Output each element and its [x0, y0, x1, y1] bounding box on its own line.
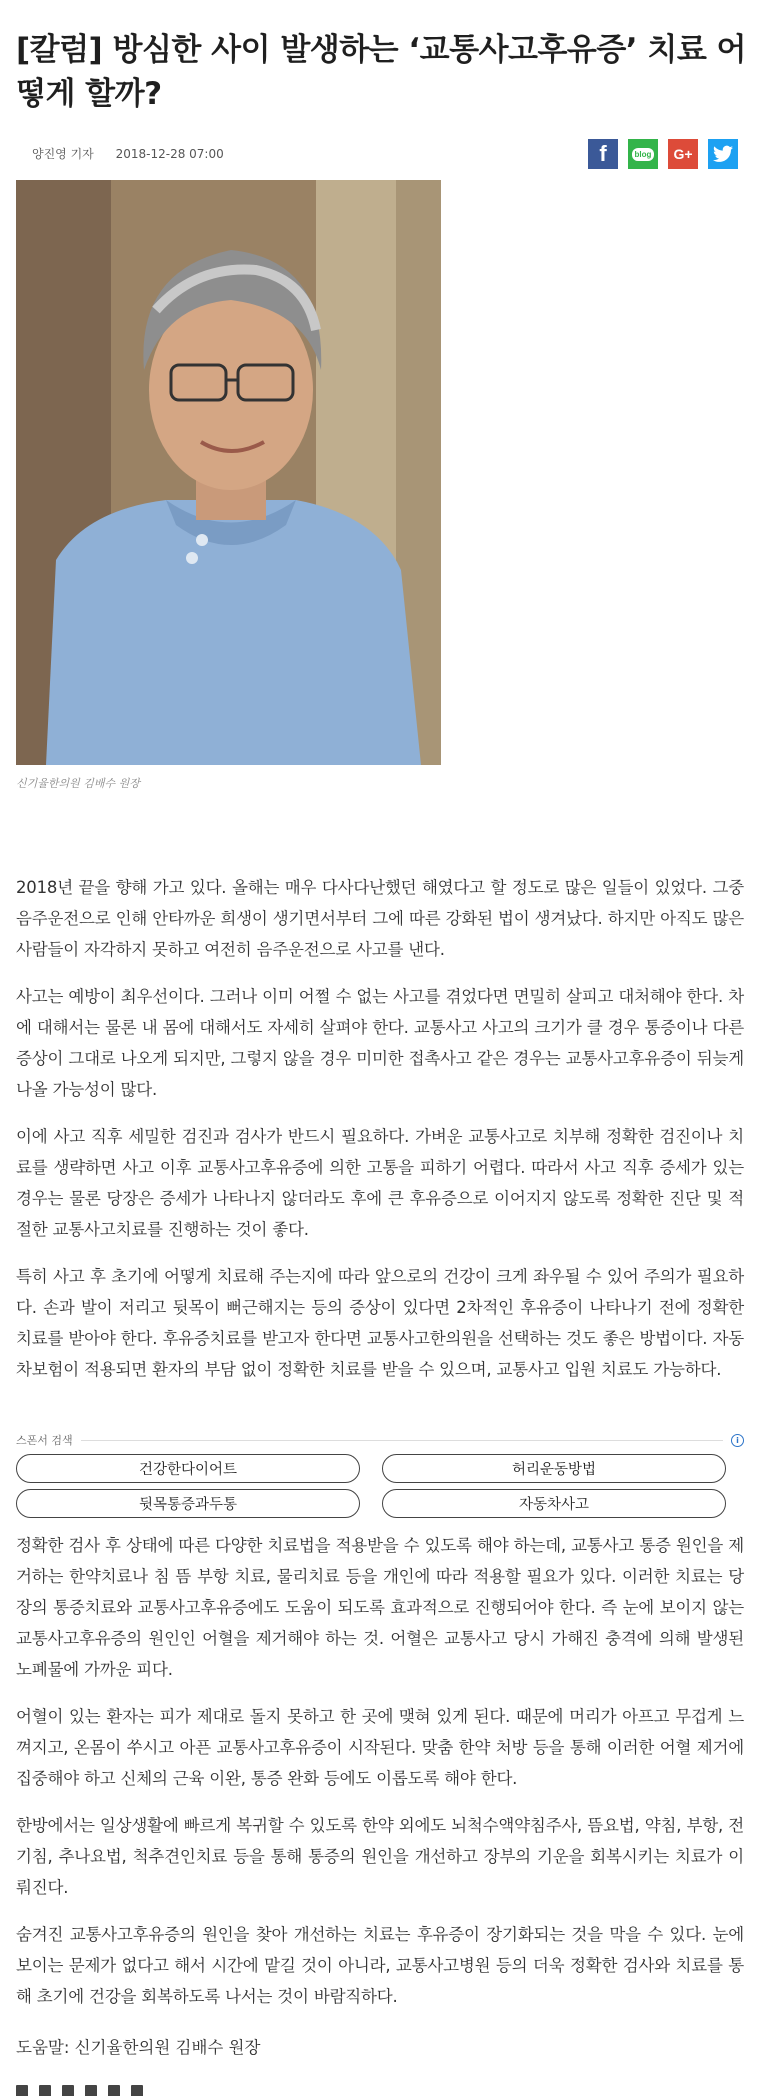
- text-glyph-fragment: [85, 2085, 97, 2096]
- text-glyph-fragment: [62, 2085, 74, 2096]
- paragraph: 2018년 끝을 향해 가고 있다. 올해는 매우 다사다난했던 해였다고 할 정도로 많은 일들이 있었다. 그중 음주운전으로 인해 안타까운 희생이 생기면서부터 그에 따른 강화된 법이 생겨났다. 하지만 아직도 많은 사람들이 자각하지 못하고 여전히 음주운전으로 사고를 낸다.: [16, 878, 744, 959]
- info-icon[interactable]: i: [731, 1434, 744, 1447]
- article-title: [칼럼] 방심한 사이 발생하는 ‘교통사고후유증’ 치료 어떻게 할까?: [16, 32, 747, 112]
- twitter-bird-icon: [713, 145, 733, 163]
- blog-share-button[interactable]: [628, 139, 658, 169]
- text-glyph-fragment: [108, 2085, 120, 2096]
- twitter-share-button[interactable]: [708, 139, 738, 169]
- googleplus-share-button[interactable]: [668, 139, 698, 169]
- text-glyph-fragment: [16, 2085, 28, 2096]
- article-meta: [32, 145, 224, 162]
- cut-off-line: [16, 2082, 176, 2096]
- share-buttons: [588, 139, 738, 169]
- paragraph: 이에 사고 직후 세밀한 검진과 검사가 반드시 필요하다. 가벼운 교통사고로 치부해 정확한 검진이나 치료를 생략하면 사고 이후 교통사고후유증에 의한 고통을 피하기 어렵다. 따라서 사고 직후 증세가 있는 경우는 물론 당장은 증세가 나타나지 않더라도 후에 큰 후유증으로 이어지지 않도록 정확한 진단 및 적절한 교통사고치료를 진행하는 것이 좋다.: [16, 1127, 744, 1239]
- blog-icon: blog: [632, 148, 655, 161]
- author-name: 양진영 기자: [32, 147, 94, 161]
- sponsor-keyword-button[interactable]: 뒷목통증과두통: [16, 1489, 360, 1518]
- facebook-share-button[interactable]: [588, 139, 618, 169]
- paragraph: 정확한 검사 후 상태에 따른 다양한 치료법을 적용받을 수 있도록 해야 하는데, 교통사고 통증 원인을 제거하는 한약치료나 침 뜸 부항 치료, 물리치료 등을 개인에 따라 적용할 필요가 있다. 이러한 치료는 당장의 통증치료와 교통사고후유증에도 도움이 되도록 효과적으로 진행되어야 한다. 즉 눈에 보이지 않는 교통사고후유증의 원인인 어혈을 제거해야 하는 것. 어혈은 교통사고 당시 가해진 충격에 의해 발생된 노폐물에 가까운 피다.: [16, 1536, 744, 1679]
- paragraph: 어혈이 있는 환자는 피가 제대로 돌지 못하고 한 곳에 맺혀 있게 된다. 때문에 머리가 아프고 무겁게 느껴지고, 온몸이 쑤시고 아픈 교통사고후유증이 시작된다. 맞춤 한약 처방 등을 통해 이러한 어혈 제거에 집중해야 하고 신체의 근육 이완, 통증 완화 등에도 이롭도록 해야 한다.: [16, 1707, 744, 1788]
- sponsor-label: 스폰서 검색: [16, 1434, 73, 1447]
- divider: [81, 1440, 723, 1441]
- paragraph: 사고는 예방이 최우선이다. 그러나 이미 어쩔 수 없는 사고를 겪었다면 면밀히 살피고 대처해야 한다. 차에 대해서는 물론 내 몸에 대해서도 자세히 살펴야 한다. 교통사고 사고의 크기가 클 경우 통증이나 다른 증상이 그대로 나오게 되지만, 그렇지 않을 경우 미미한 접촉사고 같은 경우는 교통사고후유증이 뒤늦게 나올 가능성이 많다.: [16, 987, 744, 1099]
- googleplus-icon: G+: [673, 146, 693, 162]
- article-photo: [16, 180, 441, 765]
- helper-credit: 도움말: 신기율한의원 김배수 원장: [16, 2038, 261, 2057]
- article-body-top: [16, 872, 744, 1401]
- text-glyph-fragment: [131, 2085, 143, 2096]
- sponsor-keyword-grid: [16, 1454, 744, 1518]
- facebook-icon: f: [599, 141, 607, 166]
- paragraph: 특히 사고 후 초기에 어떻게 치료해 주는지에 따라 앞으로의 건강이 크게 좌우될 수 있어 주의가 필요하다. 손과 발이 저리고 뒷목이 뻐근해지는 등의 증상이 있다면 2차적인 후유증이 나타나기 전에 정확한 치료를 받아야 한다. 후유증치료를 받고자 한다면 교통사고한의원을 선택하는 것도 좋은 방법이다. 자동차보험이 적용되면 환자의 부담 없이 정확한 치료를 받을 수 있으며, 교통사고 입원 치료도 가능하다.: [16, 1267, 744, 1379]
- paragraph: 한방에서는 일상생활에 빠르게 복귀할 수 있도록 한약 외에도 뇌척수액약침주사, 뜸요법, 약침, 부항, 전기침, 추나요법, 척추견인치료 등을 통해 통증의 원인을 개선하고 장부의 기운을 회복시키는 치료가 이뤄진다.: [16, 1816, 744, 1897]
- doctor-portrait-illustration: [16, 180, 441, 765]
- sponsor-keyword-button[interactable]: 건강한다이어트: [16, 1454, 360, 1483]
- sponsor-header: [16, 1432, 744, 1448]
- publish-date: 2018-12-28 07:00: [115, 147, 224, 161]
- sponsor-keyword-button[interactable]: 허리운동방법: [382, 1454, 726, 1483]
- sponsor-keyword-button[interactable]: 자동차사고: [382, 1489, 726, 1518]
- text-glyph-fragment: [39, 2085, 51, 2096]
- photo-caption: 신기율한의원 김배수 원장: [16, 777, 140, 790]
- sponsor-search: [16, 1432, 744, 1518]
- paragraph: 숨겨진 교통사고후유증의 원인을 찾아 개선하는 치료는 후유증이 장기화되는 것을 막을 수 있다. 눈에 보이는 문제가 없다고 해서 시간에 맡길 것이 아니라, 교통사고병원 등의 더욱 정확한 검사와 치료를 통해 초기에 건강을 회복하도록 나서는 것이 바람직하다.: [16, 1925, 744, 2006]
- article-body-bottom: [16, 1530, 744, 2028]
